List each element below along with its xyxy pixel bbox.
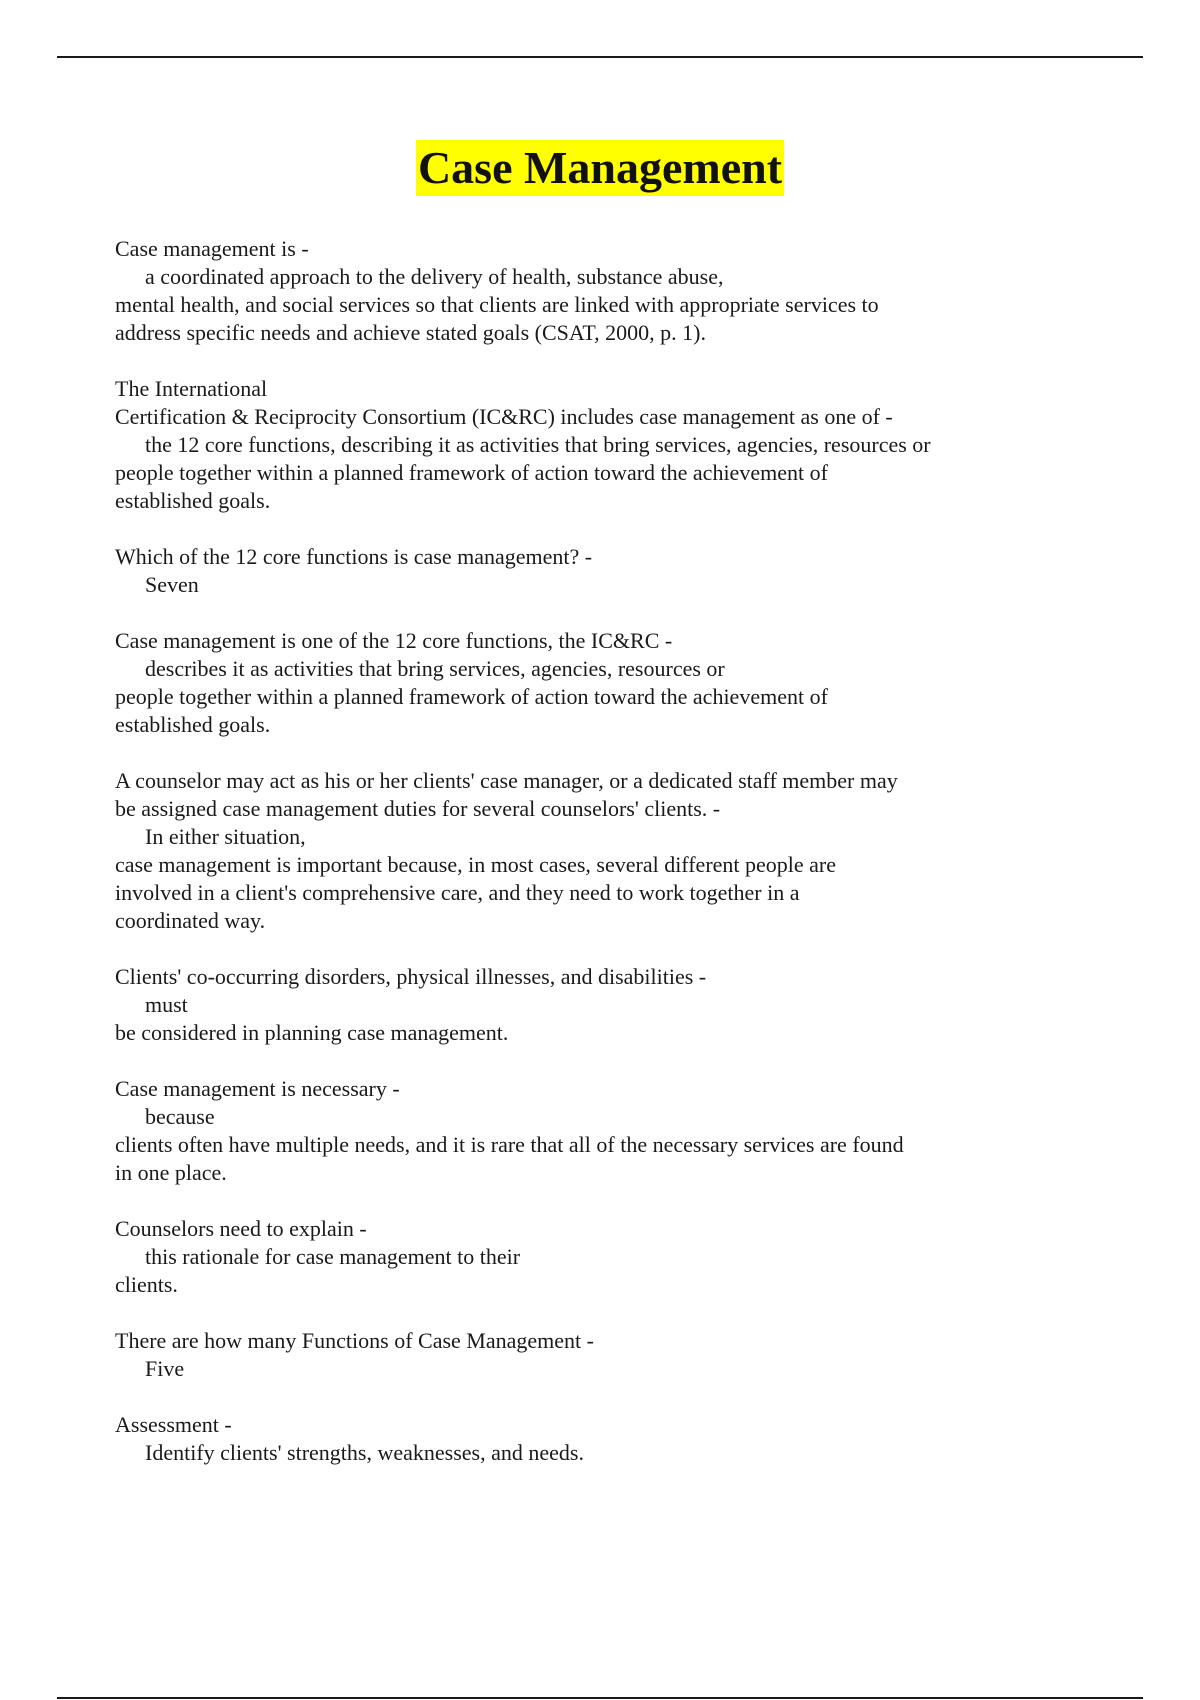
- qa-item: [115, 1327, 1055, 1383]
- question-line: A counselor may act as his or her clients' case manager, or a dedicated staff member may: [115, 768, 898, 793]
- answer-first-line: Seven: [145, 572, 199, 597]
- question-line: Certification & Reciprocity Consortium (IC&RC) includes case management as one of -: [115, 404, 893, 429]
- answer-line: mental health, and social services so that clients are linked with appropriate services to: [115, 292, 879, 317]
- answer-first-line: Identify clients' strengths, weaknesses, and needs.: [145, 1440, 584, 1465]
- answer-line: involved in a client's comprehensive care, and they need to work together in a: [115, 880, 800, 905]
- top-rule: [57, 56, 1143, 58]
- qa-item: [115, 627, 1055, 739]
- question-line: Case management is one of the 12 core functions, the IC&RC -: [115, 628, 673, 653]
- qa-item: [115, 963, 1055, 1047]
- qa-item: [115, 375, 1055, 515]
- title-wrapper: [0, 140, 1200, 196]
- answer-line: address specific needs and achieve stated goals (CSAT, 2000, p. 1).: [115, 320, 706, 345]
- page-title: Case Management: [416, 140, 784, 196]
- answer-line: established goals.: [115, 488, 271, 513]
- answer-line: in one place.: [115, 1160, 227, 1185]
- answer-first-line: In either situation,: [145, 824, 306, 849]
- question-line: be assigned case management duties for several counselors' clients. -: [115, 796, 721, 821]
- question-line: The International: [115, 376, 268, 401]
- answer-line: clients often have multiple needs, and it is rare that all of the necessary services are found: [115, 1132, 904, 1157]
- answer-first-line: a coordinated approach to the delivery of health, substance abuse,: [145, 264, 724, 289]
- answer-line: coordinated way.: [115, 908, 266, 933]
- qa-item: [115, 1215, 1055, 1299]
- answer-first-line: Five: [145, 1356, 185, 1381]
- answer-first-line: describes it as activities that bring services, agencies, resources or: [145, 656, 725, 681]
- answer-first-line: must: [145, 992, 188, 1017]
- qa-item: [115, 235, 1055, 347]
- qa-item: [115, 767, 1055, 935]
- qa-item: [115, 1411, 1055, 1467]
- answer-first-line: the 12 core functions, describing it as activities that bring services, agencies, resources or: [145, 432, 931, 457]
- question-line: Case management is necessary -: [115, 1076, 400, 1101]
- answer-first-line: this rationale for case management to their: [145, 1244, 521, 1269]
- question-line: Assessment -: [115, 1412, 232, 1437]
- answer-line: people together within a planned framework of action toward the achievement of: [115, 684, 828, 709]
- bottom-rule: [57, 1697, 1143, 1699]
- question-line: Clients' co-occurring disorders, physical illnesses, and disabilities -: [115, 964, 707, 989]
- qa-item: [115, 543, 1055, 599]
- document-body: [115, 235, 1055, 1495]
- answer-line: people together within a planned framework of action toward the achievement of: [115, 460, 828, 485]
- answer-line: be considered in planning case management.: [115, 1020, 509, 1045]
- question-line: Counselors need to explain -: [115, 1216, 367, 1241]
- answer-line: clients.: [115, 1272, 178, 1297]
- answer-line: established goals.: [115, 712, 271, 737]
- question-line: Case management is -: [115, 236, 309, 261]
- question-line: Which of the 12 core functions is case management? -: [115, 544, 593, 569]
- question-line: There are how many Functions of Case Management -: [115, 1328, 594, 1353]
- qa-item: [115, 1075, 1055, 1187]
- answer-first-line: because: [145, 1104, 215, 1129]
- answer-line: case management is important because, in most cases, several different people are: [115, 852, 837, 877]
